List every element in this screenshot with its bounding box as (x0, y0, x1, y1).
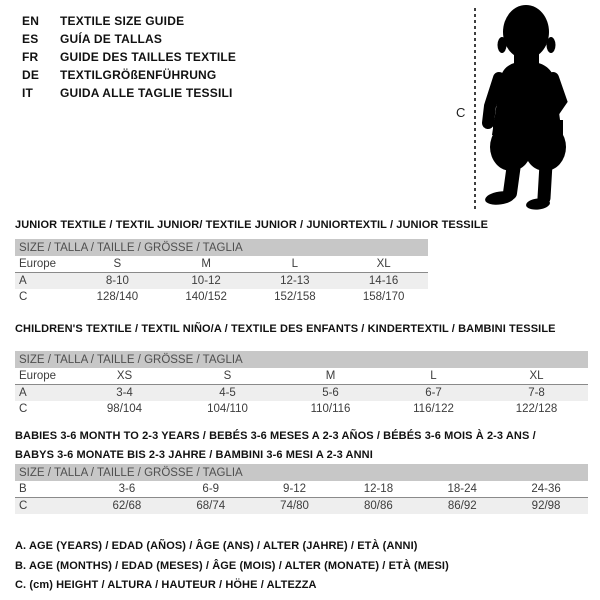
language-code: IT (22, 86, 34, 100)
language-title: GUIDE DES TAILLES TEXTILE (60, 50, 237, 64)
size-cell: 86/92 (420, 498, 504, 515)
language-title: GUIDA ALLE TAGLIE TESSILI (60, 86, 233, 100)
size-cell: 24-36 (504, 481, 588, 498)
size-cell: 5-6 (279, 385, 382, 402)
language-header (22, 12, 236, 102)
measure-footnotes (15, 537, 449, 596)
footnote-c: C. (cm) HEIGHT / ALTURA / HAUTEUR / HÖHE / ALTEZZA (15, 579, 317, 591)
babies-table-title-line2: BABYS 3-6 MONATE BIS 2-3 JAHRE / BAMBINI 3-6 MESI A 2-3 ANNI (15, 449, 373, 461)
footnote-b: B. AGE (MONTHS) / EDAD (MESES) / ÂGE (MOIS) / ALTER (MONATE) / ETÀ (MESI) (15, 559, 449, 572)
row-label: A (15, 385, 73, 402)
language-code: EN (22, 14, 40, 28)
language-row (22, 84, 236, 102)
size-cell: 122/128 (515, 403, 558, 415)
row-label: C (15, 498, 85, 515)
language-row (22, 48, 236, 66)
babies-table-title (15, 427, 536, 465)
size-cell: 98/104 (106, 403, 143, 415)
size-cell: L (251, 256, 340, 273)
table-row (15, 289, 428, 305)
size-cell: 68/74 (169, 498, 253, 515)
table-row (15, 368, 588, 385)
row-label: C (19, 291, 28, 303)
babies-table-title-line1: BABIES 3-6 MONTH TO 2-3 YEARS / BEBÉS 3-6 MESES A 2-3 AÑOS / BÉBÉS 3-6 MOIS À 2-3 ANS / (15, 430, 536, 442)
language-title: TEXTILE SIZE GUIDE (60, 14, 185, 28)
size-cell: M (279, 368, 382, 385)
junior-table-title: JUNIOR TEXTILE / TEXTIL JUNIOR/ TEXTILE JUNIOR / JUNIORTEXTIL / JUNIOR TESSILE (15, 219, 489, 231)
babies-size-table (15, 464, 588, 514)
size-cell: 158/170 (362, 291, 405, 303)
size-header-label: SIZE / TALLA / TAILLE / GRÖSSE / TAGLIA (15, 239, 428, 256)
size-cell: S (176, 368, 279, 385)
toddler-silhouette-icon (478, 2, 578, 212)
size-cell: 3-6 (85, 481, 169, 498)
size-cell: L (382, 368, 485, 385)
table-row (15, 498, 588, 515)
measure-label-c: C (456, 105, 466, 120)
language-code: FR (22, 50, 39, 64)
table-row (15, 273, 428, 290)
size-cell: 14-16 (339, 273, 428, 290)
size-cell: XS (73, 368, 176, 385)
size-cell: 92/98 (504, 498, 588, 515)
size-cell: 128/140 (96, 291, 139, 303)
size-cell: 104/110 (207, 403, 248, 415)
size-cell: 74/80 (253, 498, 337, 515)
row-label: C (19, 403, 28, 415)
footnote-a: A. AGE (YEARS) / EDAD (AÑOS) / ÂGE (ANS) / ALTER (JAHRE) / ETÀ (ANNI) (15, 540, 418, 552)
table-row (15, 385, 588, 402)
size-cell: 110/116 (310, 403, 351, 415)
row-label: Europe (15, 368, 73, 385)
size-header-label: SIZE / TALLA / TAILLE / GRÖSSE / TAGLIA (15, 464, 588, 481)
size-cell: 12-18 (336, 481, 420, 498)
size-cell: 18-24 (420, 481, 504, 498)
size-cell: 62/68 (85, 498, 169, 515)
size-cell: 4-5 (176, 385, 279, 402)
size-cell: 9-12 (253, 481, 337, 498)
size-cell: 8-10 (73, 273, 162, 290)
size-cell: 6-7 (382, 385, 485, 402)
size-header-band (15, 464, 588, 481)
language-row (22, 66, 236, 84)
size-cell: 80/86 (336, 498, 420, 515)
size-cell: 3-4 (73, 385, 176, 402)
size-header-band (15, 239, 428, 256)
junior-size-table (15, 239, 428, 305)
table-row (15, 481, 588, 498)
size-cell: 140/152 (185, 291, 227, 303)
size-cell: 10-12 (162, 273, 251, 290)
size-header-band (15, 351, 588, 368)
table-row (15, 401, 588, 417)
size-cell: XL (339, 256, 428, 273)
size-cell: 152/158 (274, 291, 316, 303)
language-code: ES (22, 32, 39, 46)
row-label: Europe (15, 256, 73, 273)
language-title: TEXTILGRÖßENFÜHRUNG (60, 68, 217, 82)
row-label: B (15, 481, 85, 498)
size-cell: XL (485, 368, 588, 385)
size-cell: 12-13 (251, 273, 340, 290)
height-measure-line (474, 8, 476, 210)
size-cell: 7-8 (485, 385, 588, 402)
children-table-title: CHILDREN'S TEXTILE / TEXTIL NIÑO/A / TEXTILE DES ENFANTS / KINDERTEXTIL / BAMBINI TESSILE (15, 323, 556, 335)
table-row (15, 256, 428, 273)
language-row (22, 30, 236, 48)
size-header-label: SIZE / TALLA / TAILLE / GRÖSSE / TAGLIA (15, 351, 588, 368)
size-cell: 116/122 (413, 403, 454, 415)
size-cell: S (73, 256, 162, 273)
row-label: A (15, 273, 73, 290)
language-code: DE (22, 68, 40, 82)
language-title: GUÍA DE TALLAS (60, 32, 163, 46)
size-cell: M (162, 256, 251, 273)
children-size-table (15, 351, 588, 417)
size-cell: 6-9 (169, 481, 253, 498)
language-row (22, 12, 236, 30)
